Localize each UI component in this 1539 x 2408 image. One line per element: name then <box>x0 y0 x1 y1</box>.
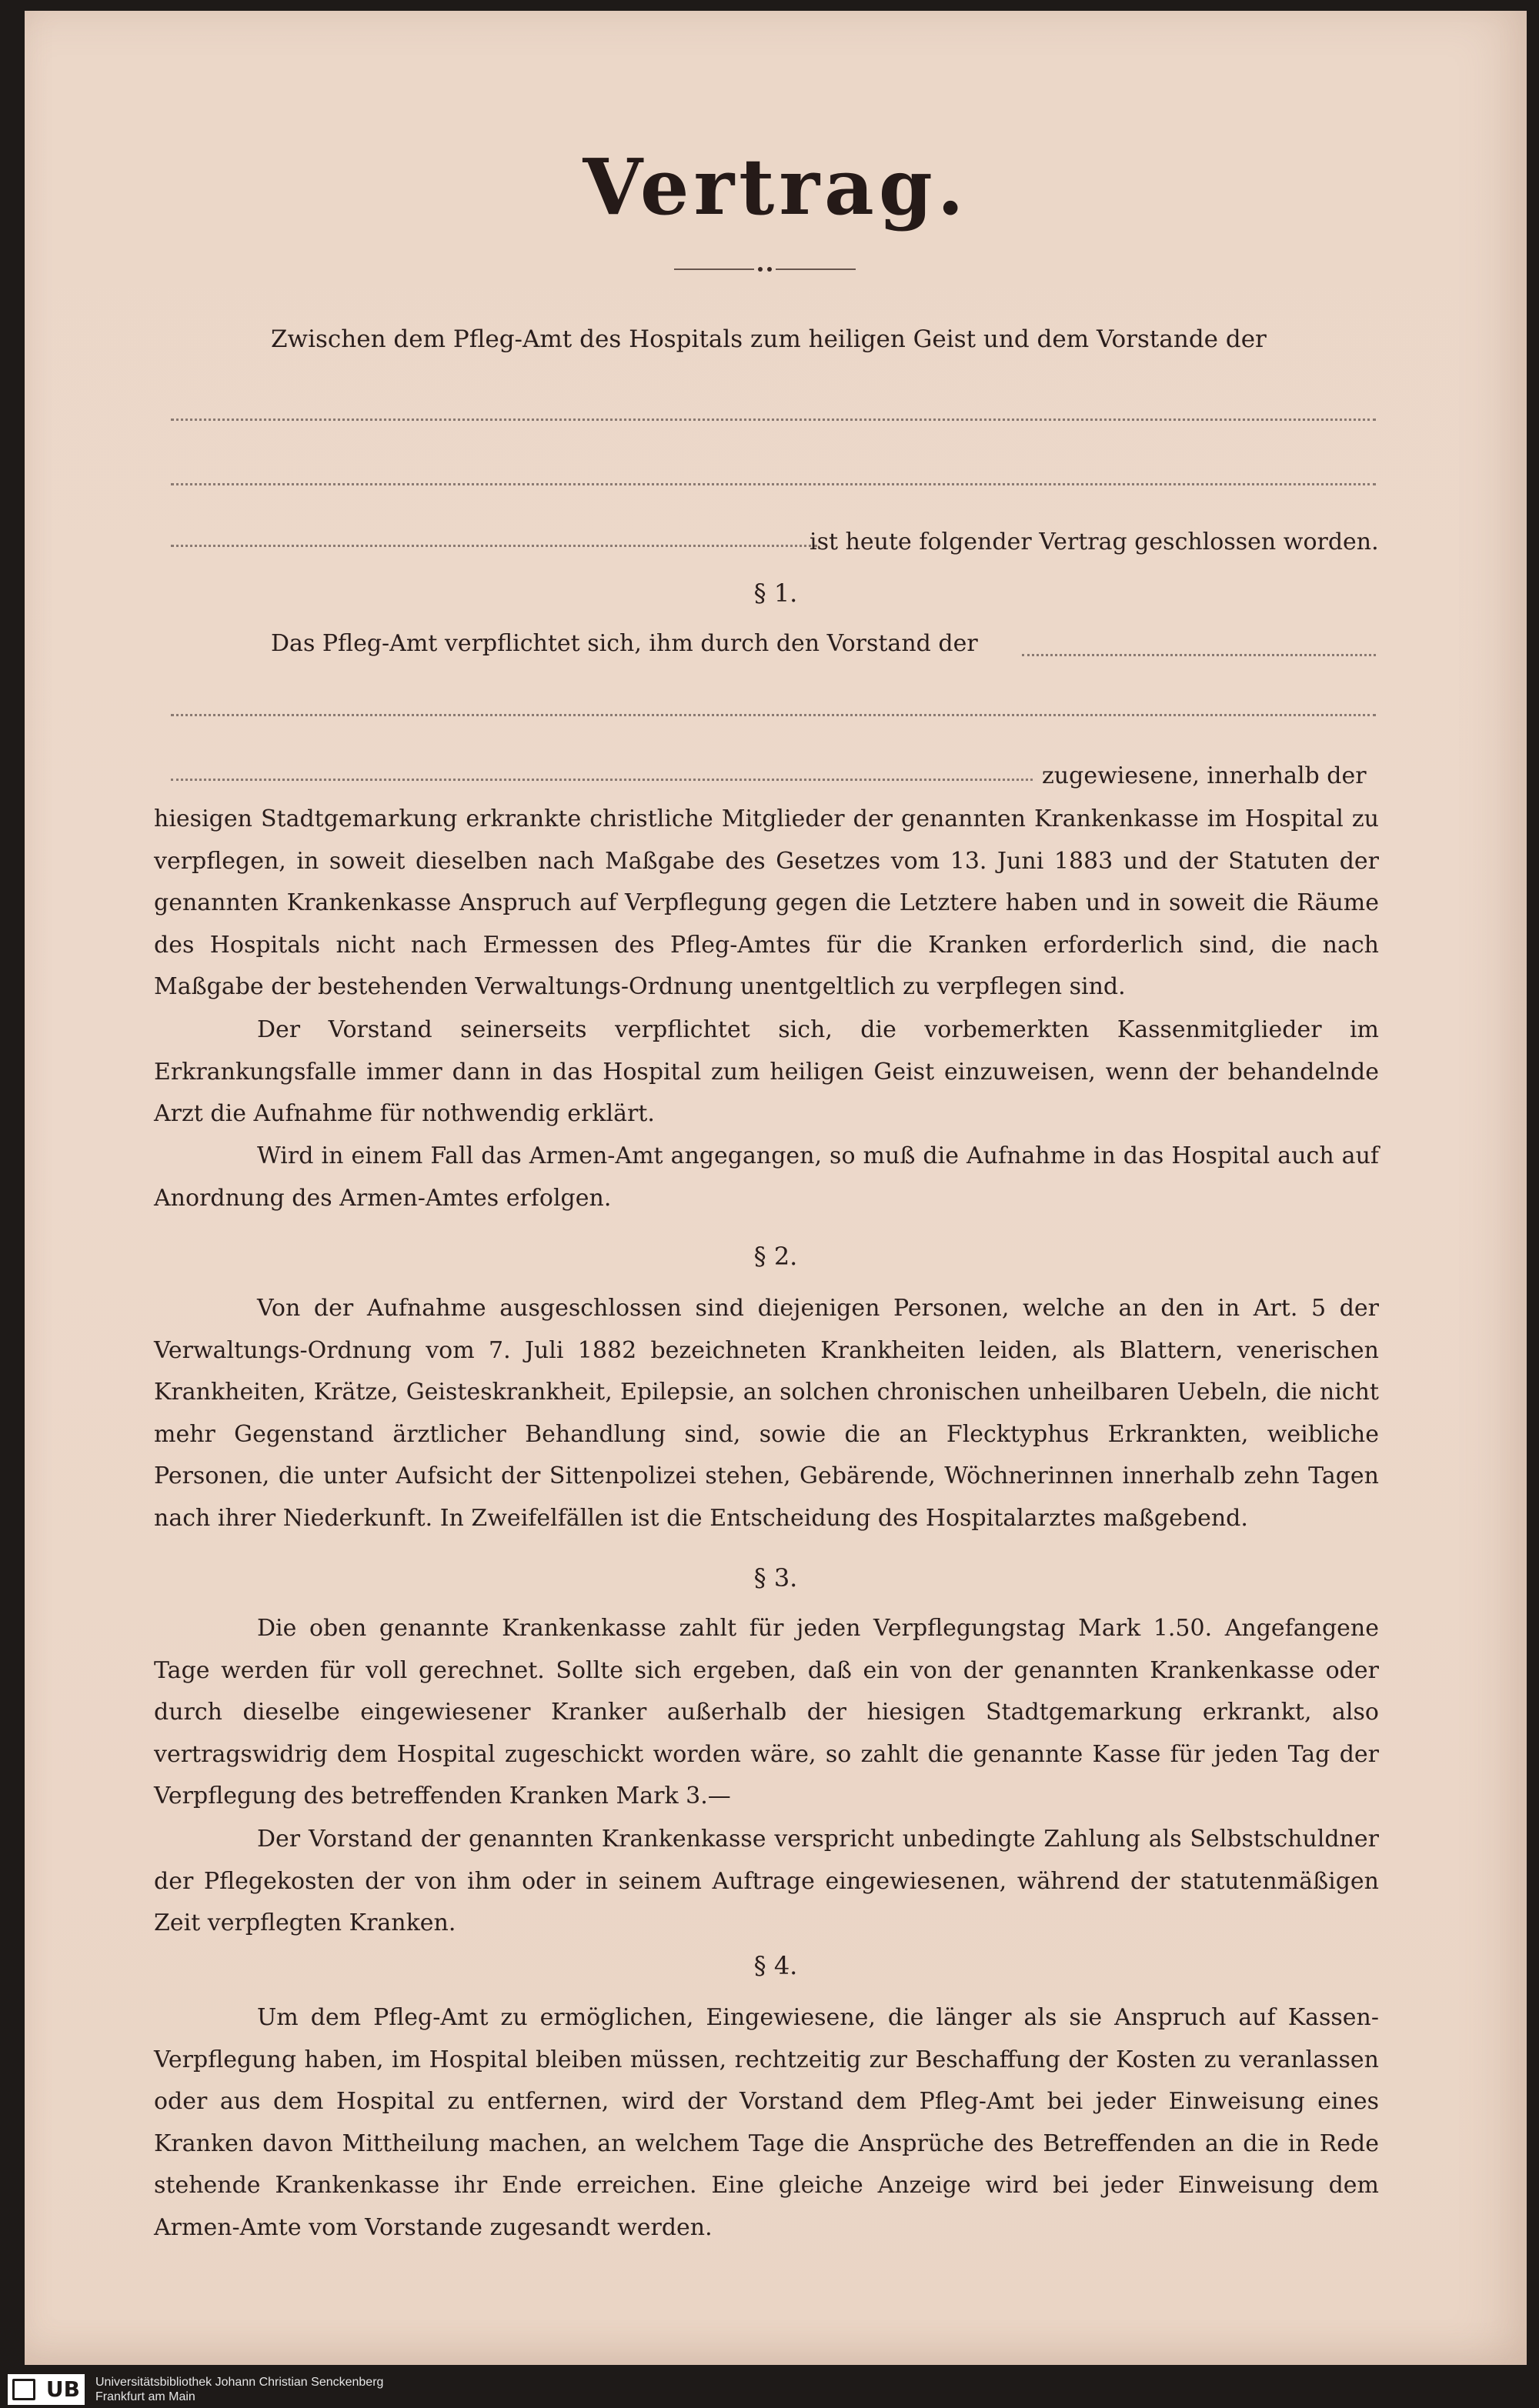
section-1-paragraph-1: hiesigen Stadtgemarkung erkrankte christliche Mitglieder der genannten Krankenkasse im Hospital zu verpflegen, in soweit dieselben nach Maßgabe des Gesetzes vom 13. Juni 1883 und der Statuten der genannten Krankenkasse Anspruch auf Verpflegung gegen die Letztere haben und in soweit die Räume des Hospitals nicht nach Ermessen des Pfleg-Amtes für die Kranken erforderlich sind, die nach Maßgabe der bestehenden Verwaltungs-Ordnung unentgeltlich zu verpflegen sind. <box>154 805 1379 1001</box>
intro-end-text: ist heute folgender Vertrag geschlossen worden. <box>810 529 1379 555</box>
library-footer-bar <box>0 2370 1539 2408</box>
library-credit <box>95 2375 383 2404</box>
blank-fill-line-4 <box>1022 654 1376 656</box>
ub-logo-mark-icon <box>12 2379 35 2400</box>
blank-fill-line-2 <box>171 483 1376 485</box>
section-1-paragraph-3: Wird in einem Fall das Armen-Amt angegangen, so muß die Aufnahme in das Hospital auch auf Anordnung des Armen-Amtes erfolgen. <box>154 1142 1379 1212</box>
document-page <box>25 11 1527 2365</box>
blank-fill-line-3 <box>171 545 817 547</box>
library-city: Frankfurt am Main <box>95 2390 195 2403</box>
blank-fill-line-6 <box>171 779 1033 781</box>
section-heading-2: § 2. <box>753 1242 798 1271</box>
section-1-paragraph-2: Der Vorstand seinerseits verpflichtet sich, die vorbemerkten Kassenmitglieder im Erkrankungsfalle immer dann in das Hospital zum heiligen Geist einzuweisen, wenn der behandelnde Arzt die Aufnahme für nothwendig erklärt. <box>154 1016 1379 1128</box>
section-heading-4: § 4. <box>753 1951 798 1980</box>
ub-logo-text: UB <box>45 2376 80 2402</box>
section-1-lead: Das Pfleg-Amt verpflichtet sich, ihm durch den Vorstand der <box>271 630 978 657</box>
section-2-paragraph-1: Von der Aufnahme ausgeschlossen sind diejenigen Personen, welche an den in Art. 5 der Verwaltungs-Ordnung vom 7. Juli 1882 bezeichneten Krankheiten leiden, als Blattern, venerischen Krankheiten, Krätze, Geisteskrankheit, Epilepsie, an solchen chronischen unheilbaren Uebeln, die nicht mehr Gegenstand ärztlicher Behandlung sind, sowie die an Flecktyphus Erkrankten, weibliche Personen, die unter Aufsicht der Sittenpolizei stehen, Gebärende, Wöchnerinnen innerhalb zehn Tagen nach ihrer Niederkunft. In Zweifelfällen ist die Entscheidung des Hospitalarztes maßgebend. <box>154 1295 1379 1532</box>
ub-logo <box>8 2374 85 2405</box>
blank-fill-line-1 <box>171 419 1376 421</box>
section-3-paragraph-2: Der Vorstand der genannten Krankenkasse verspricht unbedingte Zahlung als Selbstschuldner der Pflegekosten der von ihm oder in seinem Auftrage eingewiesenen, während der statutenmäßigen Zeit verpflegten Kranken. <box>154 1826 1379 1937</box>
section-1-lead-end: zugewiesene, innerhalb der <box>1042 762 1367 789</box>
section-3-paragraph-1: Die oben genannte Krankenkasse zahlt für jeden Verpflegungstag Mark 1.50. Angefangene Tage werden für voll gerechnet. Sollte sich ergeben, daß ein von der genannten Krankenkasse oder durch dieselbe eingewiesener Kranker außerhalb der hiesigen Stadtgemarkung erkrankt, also vertragswidrig dem Hospital zugeschickt worden wäre, so zahlt die genannte Kasse für jeden Tag der Verpflegung des betreffenden Kranken Mark 3.— <box>154 1615 1379 1810</box>
blank-fill-line-5 <box>171 714 1376 716</box>
section-heading-3: § 3. <box>753 1563 798 1593</box>
section-4-paragraph-1: Um dem Pfleg-Amt zu ermöglichen, Eingewiesene, die länger als sie Anspruch auf Kassen-Verpflegung haben, im Hospital bleiben müssen, rechtzeitig zur Beschaffung der Kosten zu veranlassen oder aus dem Hospital zu entfernen, wird der Vorstand dem Pfleg-Amt bei jeder Einweisung eines Kranken davon Mittheilung machen, an welchem Tage die Ansprüche des Betreffenden an die in Rede stehende Krankenkasse ihr Ende erreichen. Eine gleiche Anzeige wird bei jeder Einweisung dem Armen-Amte vom Vorstande zugesandt werden. <box>154 2004 1379 2241</box>
document-title: Vertrag. <box>583 142 969 232</box>
title-ornament-divider <box>674 262 856 277</box>
intro-line: Zwischen dem Pfleg-Amt des Hospitals zum heiligen Geist und dem Vorstande der <box>271 325 1267 353</box>
library-name: Universitätsbibliothek Johann Christian Senckenberg <box>95 2376 384 2389</box>
section-heading-1: § 1. <box>753 579 798 608</box>
